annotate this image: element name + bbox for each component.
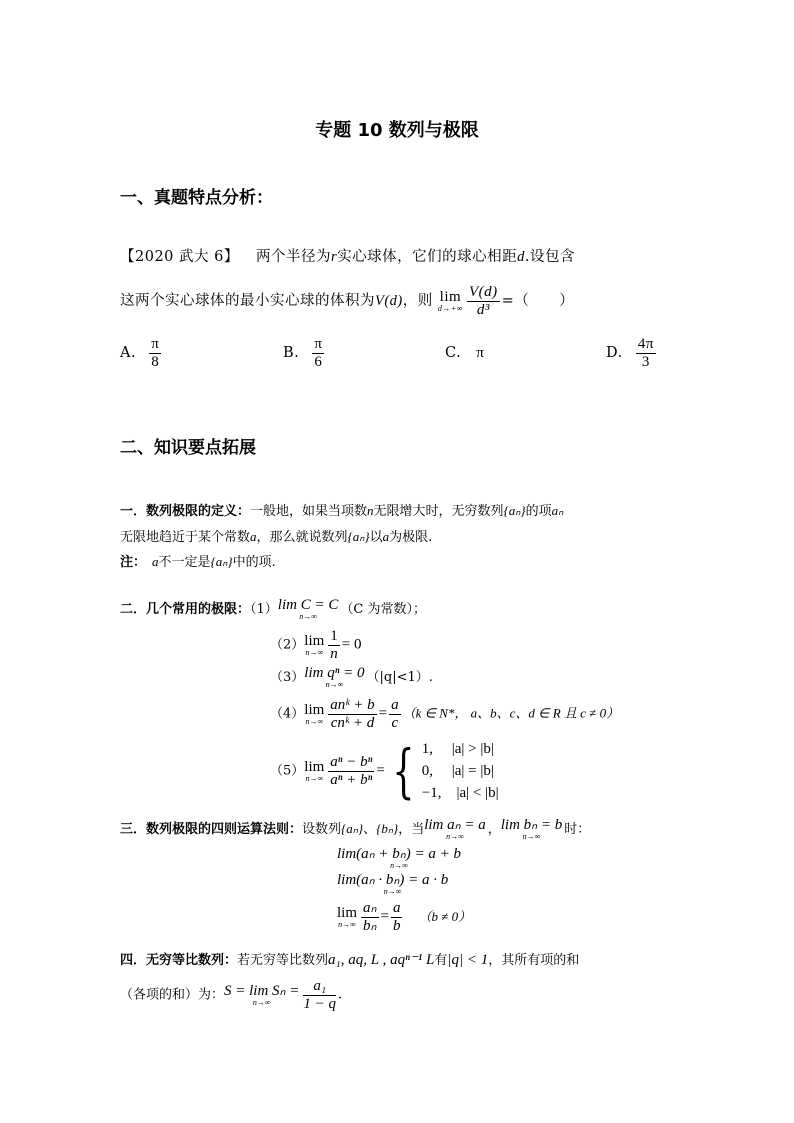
problem-text-2: 实心球体，它们的球心相距 [337, 249, 518, 265]
definition-line-1: 一．数列极限的定义：一般地，如果当项数n无限增大时，无穷数列{aₙ}的项aₙ [120, 503, 564, 519]
common-limits-1: 二．几个常用的极限：（1）lim C = C n→∞ （C 为常数）； [120, 597, 426, 621]
common-limits-2: （2）lim n→∞ $\frac{1}{n}$ = 0 [270, 628, 362, 662]
problem-then: ，则 [402, 293, 433, 309]
geo-line-1: 四．无穷等比数列：若无穷等比数列a₁, aq, L , aqⁿ⁻¹ L有|q| < 1，其所有项的和 [120, 952, 580, 968]
geo-line-2: （各项的和）为：S = lim Sₙ = n→∞ $\frac{\text{a₁}}{1 - q}$ . [120, 978, 343, 1012]
option-a[interactable]: A. $\frac{\pi}{8}$ [120, 336, 160, 370]
geo-head: 四．无穷等比数列： [120, 953, 238, 968]
ops-rule-sum: lim(aₙ + bₙ) = a + b n→∞ [337, 846, 461, 870]
option-d[interactable]: D. $\frac{4\pi}{3}$ [606, 336, 654, 370]
ops-head: 三．数列极限的四则运算法则： [120, 822, 303, 837]
limit-operator: lim d→+∞ [437, 288, 463, 313]
problem-text-3: .设包含 [524, 249, 575, 265]
problem-source: 【2020 武大 6】 [120, 249, 239, 265]
common-limits-3: （3）lim qⁿ = 0 n→∞ （|q|<1）. [270, 665, 433, 689]
problem-line2-text: 这两个实心球体的最小实心球的体积为 [120, 293, 375, 309]
ops-rule-quotient: lim n→∞ $\frac{\text{aₙ}}{\text{bₙ}}$ = $\frac{a}{b}$ （b ≠ 0） [337, 900, 472, 934]
ops-line-1: 三．数列极限的四则运算法则：设数列{aₙ}、{bₙ}，当lim aₙ = a n→∞ ，lim bₙ = b n→∞ 时： [120, 817, 591, 841]
var-d: d [517, 249, 525, 265]
problem-line-1 [120, 245, 575, 266]
definition-head: 一．数列极限的定义： [120, 504, 251, 519]
option-b[interactable]: B. $\frac{\pi}{6}$ [283, 336, 323, 370]
problem-line-2 [120, 284, 574, 318]
limit-fraction: $\frac{V(d)}{\text{d³}}$ [468, 284, 498, 318]
common-limits-head: 二．几个常用的极限： [120, 602, 251, 617]
var-vd: V(d) [375, 293, 403, 309]
common-limits-4: （4）lim n→∞ $\frac{\text{anᵏ + b}}{\text{cnᵏ + d}}$ = $\frac{a}{c}$ （k ∈ N*， a、b、c、d ∈ R 且 c ≠ 0） [270, 697, 620, 731]
section-heading-analysis: 一、真题特点分析： [120, 188, 273, 208]
section-heading-knowledge: 二、知识要点拓展 [120, 438, 256, 458]
problem-answer-paren: =（ ） [501, 293, 575, 309]
option-c[interactable]: C. π [445, 345, 485, 361]
definition-line-2: 无限地趋近于某个常数a，那么就说数列{aₙ}以a为极限. [120, 529, 433, 545]
page-title: 专题 10 数列与极限 [315, 120, 479, 141]
ops-rule-product: lim(aₙ · bₙ) = a · b n→∞ [337, 872, 449, 896]
common-limits-5: （5）lim n→∞ $\frac{\text{aⁿ − bⁿ}}{\text{aⁿ + bⁿ}}$ = { 1, |a| > |b| 0, |a| = |b| −1, |a| < |b| [270, 737, 499, 805]
problem-text-1: 两个半径为 [255, 249, 331, 265]
definition-note: 注： a不一定是{aₙ}中的项. [120, 554, 276, 570]
var-r: r [330, 249, 338, 265]
